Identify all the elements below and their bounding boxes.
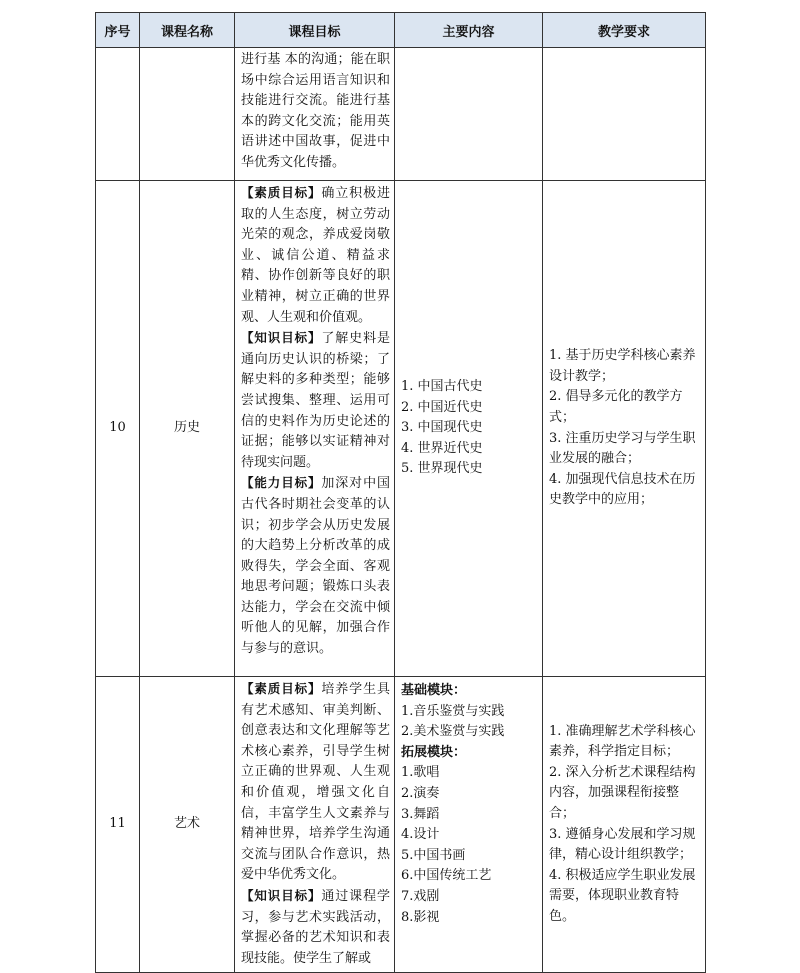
list-item: 4. 积极适应学生职业发展需要，体现职业教育特色。 xyxy=(549,867,696,925)
header-no: 序号 xyxy=(96,13,140,48)
table-header-row xyxy=(96,13,706,48)
module-title-extension: 拓展模块： xyxy=(401,744,467,760)
goal-text: 了解史料是通向历史认识的桥梁；了解史料的多种类型；能够尝试搜集、整理、运用可信的史料作为历史论述的证据；能够以实证精神对待现实问题。 xyxy=(241,331,390,470)
list-item: 2. 深入分析艺术课程结构内容，加强课程衔接整合； xyxy=(549,764,696,822)
goal-text: 通过课程学习，参与艺术实践活动，掌握必备的艺术知识和表现技能。使学生了解或 xyxy=(241,888,390,966)
basic-module-list xyxy=(401,702,538,743)
list-item: 2. 倡导多元化的教学方式； xyxy=(549,389,683,425)
goal-text: 加深对中国古代各时期社会变革的认识；初步学会从历史发展的大趋势上分析改革的成败得失，学会全面、客观地思考问题；锻炼口头表达能力，学会在交流中倾听他人的见解，加强合作与参与的意识。 xyxy=(241,476,390,657)
cell-course-name xyxy=(140,48,235,181)
content-list xyxy=(401,377,538,480)
header-course-goal: 课程目标 xyxy=(235,13,395,48)
list-item: 1.歌唱 xyxy=(401,765,440,781)
goal-label: 【素质目标】 xyxy=(241,681,322,696)
header-teaching-requirement: 教学要求 xyxy=(543,13,706,48)
list-item: 6.中国传统工艺 xyxy=(401,868,492,884)
goal-label: 【素质目标】 xyxy=(241,185,322,200)
cell-course-name: 历史 xyxy=(140,181,235,677)
list-item: 2.美术鉴赏与实践 xyxy=(401,724,505,740)
list-item: 3. 中国现代史 xyxy=(401,420,483,436)
requirement-list xyxy=(549,346,699,511)
goal-paragraph-ability xyxy=(241,473,390,659)
list-item: 5. 世界现代史 xyxy=(401,461,483,477)
cell-course-goal xyxy=(235,677,395,973)
goal-label: 【能力目标】 xyxy=(241,475,322,491)
goal-paragraph-quality xyxy=(241,183,390,328)
list-item: 3. 注重历史学习与学生职业发展的融合； xyxy=(549,430,696,467)
list-item: 3.舞蹈 xyxy=(401,806,440,822)
list-item: 3. 遵循身心发展和学习规律，精心设计组织教学； xyxy=(549,826,696,863)
list-item: 4. 加强现代信息技术在历史教学中的应用； xyxy=(549,471,696,508)
list-item: 2.演奏 xyxy=(401,785,440,801)
curriculum-table xyxy=(95,12,706,973)
cell-no: 10 xyxy=(96,181,140,677)
goal-text: 进行基 本的沟通；能在职场中综合运用语言知识和技能进行交流。能进行基本的跨文化交流；能用英语讲述中国故事，促进中华优秀文化传播。 xyxy=(241,52,390,170)
cell-main-content xyxy=(395,48,543,181)
list-item: 1. 中国古代史 xyxy=(401,379,483,395)
cell-teaching-requirement xyxy=(543,677,706,973)
list-item: 5.中国书画 xyxy=(401,847,466,863)
goal-paragraph-knowledge xyxy=(241,328,390,473)
goal-text: 确立积极进取的人生态度，树立劳动光荣的观念，养成爱岗敬业、诚信公道、精益求精、协作创新等良好的职业精神，树立正确的世界观、人生观和价值观。 xyxy=(241,186,390,325)
requirement-list xyxy=(549,722,699,928)
table-row xyxy=(96,181,706,677)
list-item: 8.影视 xyxy=(401,909,440,925)
goal-label: 【知识目标】 xyxy=(241,887,322,903)
cell-teaching-requirement xyxy=(543,181,706,677)
goal-text: 培养学生具有艺术感知、审美判断、创意表达和文化理解等艺术核心素养，引导学生树立正确的世界观、人生观和价值观，增强文化自信，丰富学生人文素养与精神世界，培养学生沟通交流与团队合作意识，热爱中华优秀文化。 xyxy=(241,682,390,883)
cell-main-content xyxy=(395,181,543,677)
cell-no: 11 xyxy=(96,677,140,973)
cell-course-goal xyxy=(235,181,395,677)
goal-label: 【知识目标】 xyxy=(241,330,322,346)
header-main-content: 主要内容 xyxy=(395,13,543,48)
list-item: 1. 基于历史学科核心素养设计教学； xyxy=(549,348,696,384)
list-item: 1.音乐鉴赏与实践 xyxy=(401,703,505,719)
cell-course-name: 艺术 xyxy=(140,677,235,973)
table-row xyxy=(96,677,706,973)
extension-module-list xyxy=(401,763,538,928)
module-title-basic: 基础模块： xyxy=(401,683,467,698)
list-item: 1. 准确理解艺术学科核心素养，科学指定目标； xyxy=(549,723,696,760)
cell-course-goal xyxy=(235,48,395,181)
goal-paragraph-knowledge xyxy=(241,886,390,969)
cell-main-content xyxy=(395,677,543,973)
list-item: 4.设计 xyxy=(401,827,440,843)
table-row xyxy=(96,48,706,181)
list-item: 4. 世界近代史 xyxy=(401,440,483,456)
header-course-name: 课程名称 xyxy=(140,13,235,48)
cell-teaching-requirement xyxy=(543,48,706,181)
list-item: 2. 中国近代史 xyxy=(401,399,483,415)
goal-paragraph-quality xyxy=(241,679,390,886)
list-item: 7.戏剧 xyxy=(401,888,440,904)
cell-no xyxy=(96,48,140,181)
